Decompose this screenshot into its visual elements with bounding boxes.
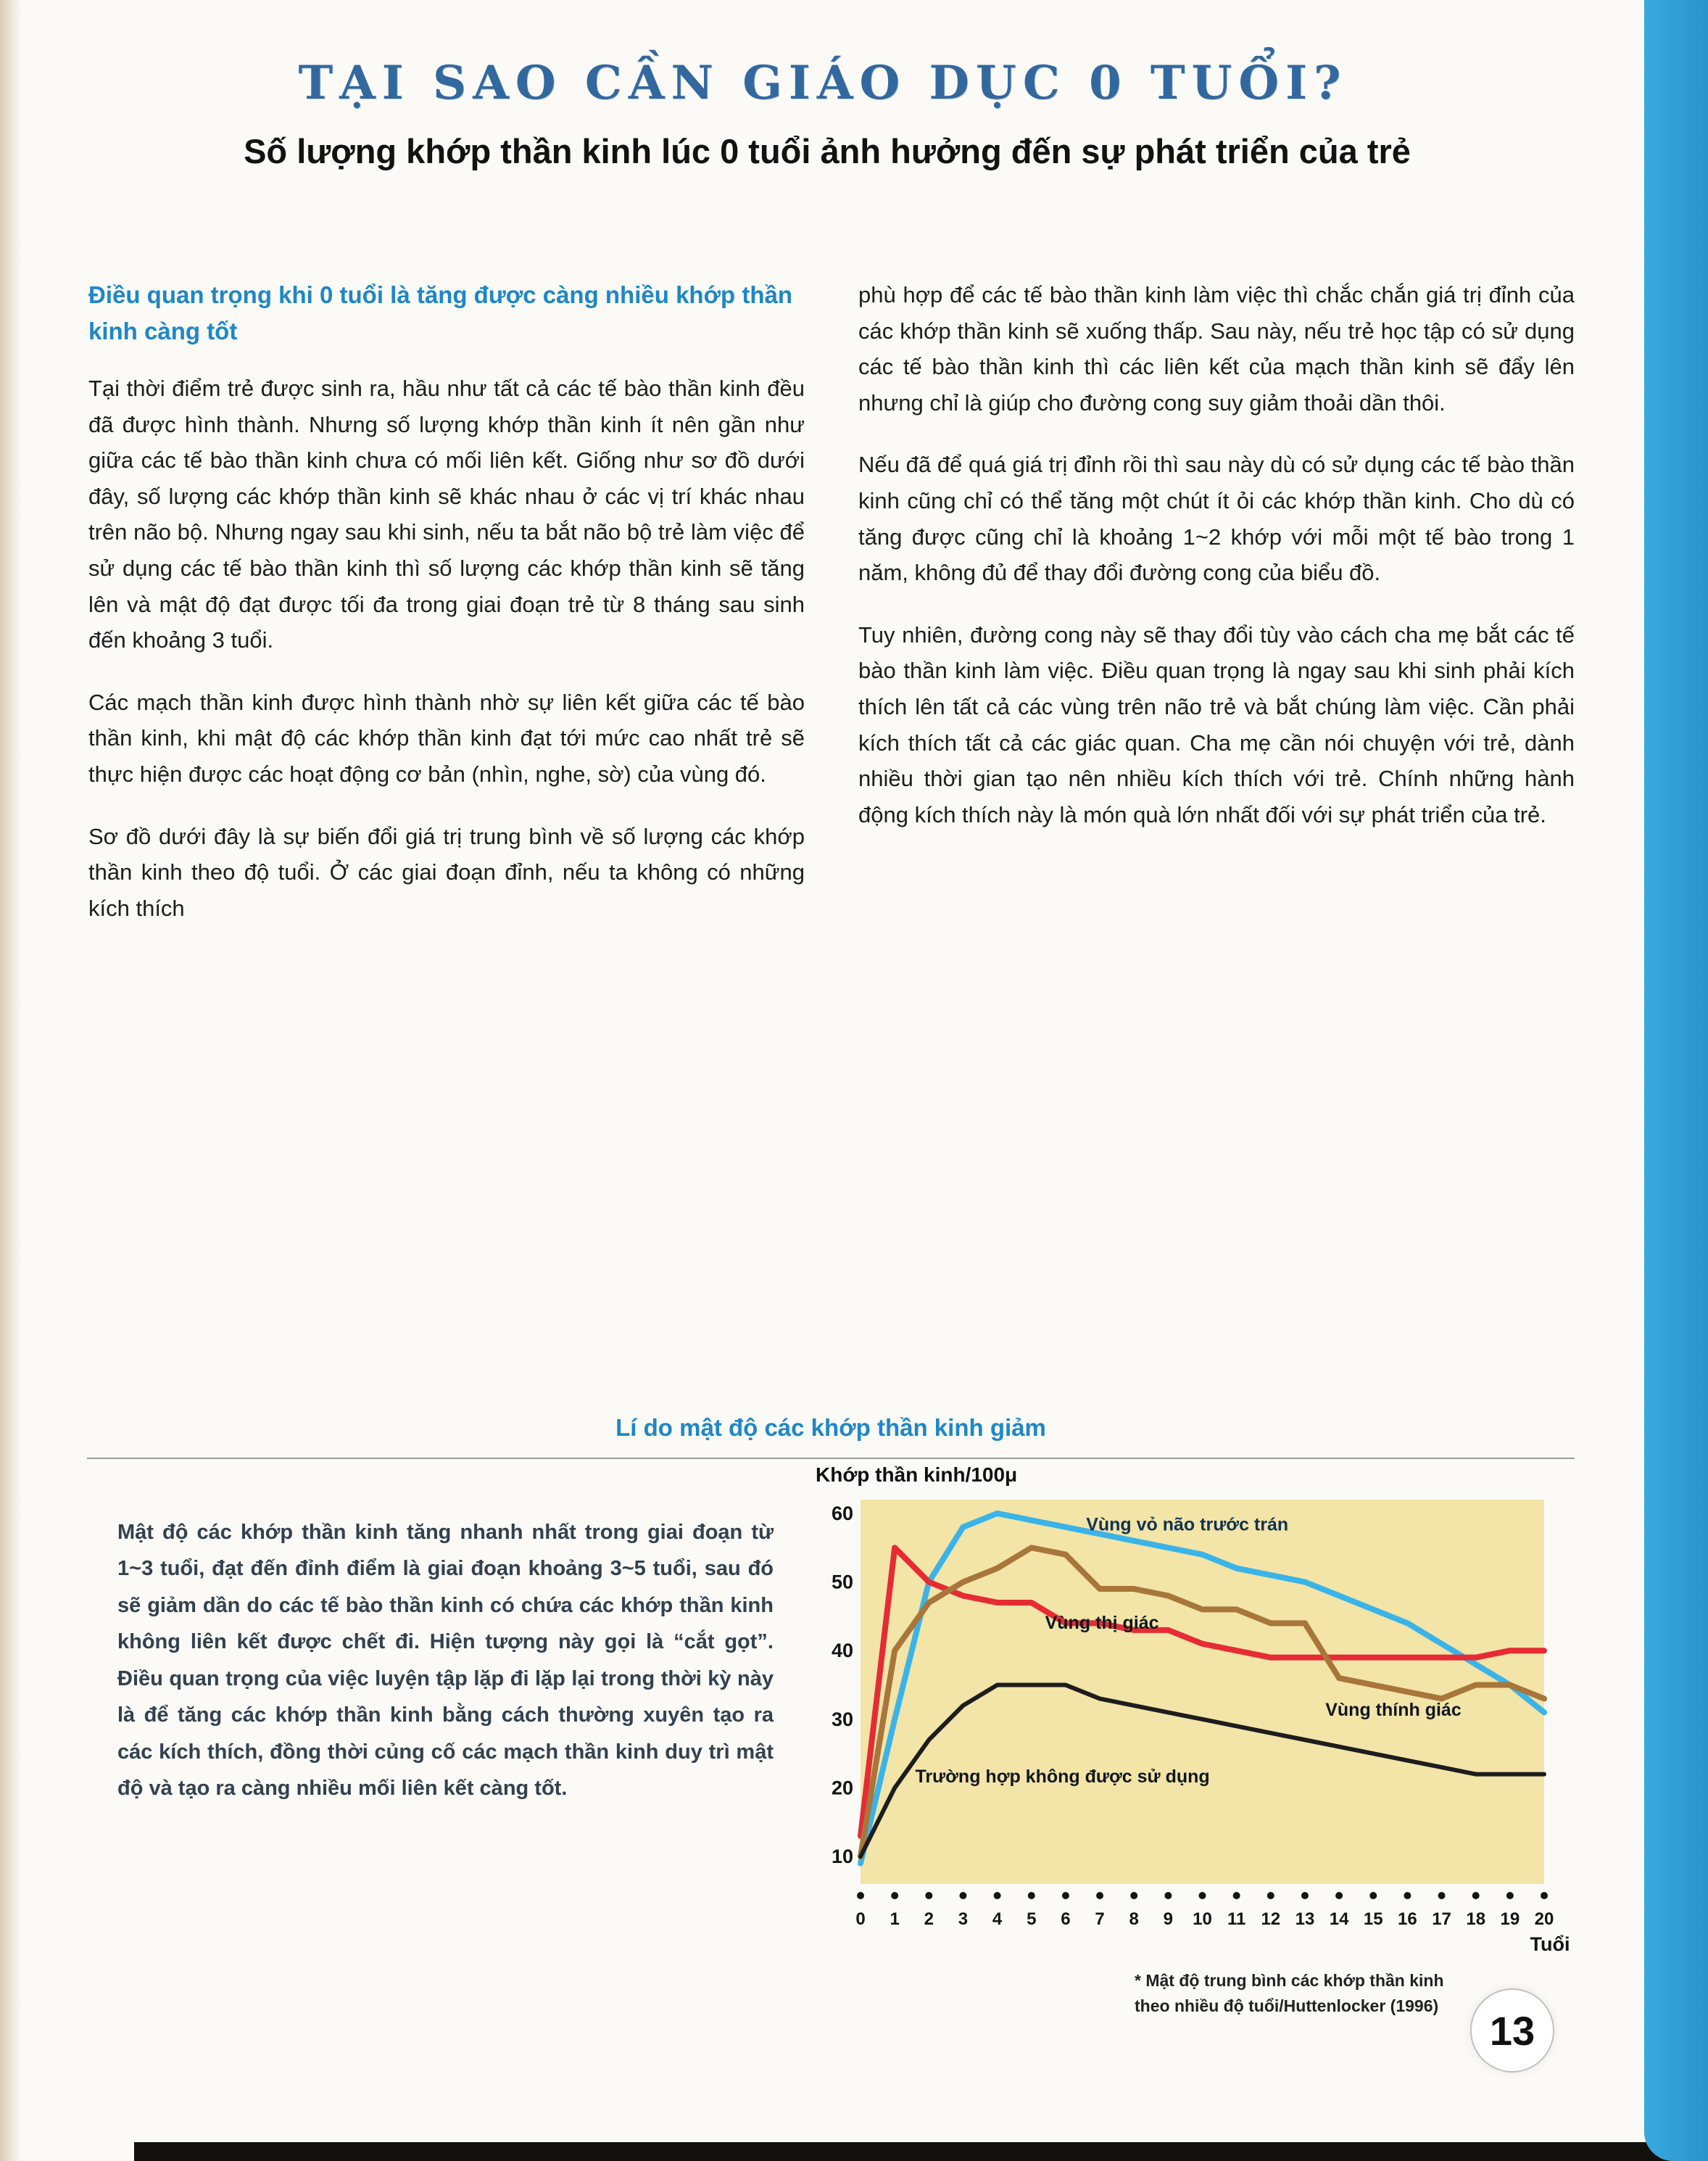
- svg-text:10: 10: [831, 1846, 853, 1868]
- svg-text:13: 13: [1295, 1909, 1315, 1929]
- section-heading: Lí do mật độ các khớp thần kinh giảm: [615, 1414, 1046, 1441]
- svg-text:4: 4: [992, 1909, 1003, 1929]
- svg-text:15: 15: [1363, 1909, 1383, 1929]
- svg-text:Trường hợp không được sử dụng: Trường hợp không được sử dụng: [915, 1766, 1210, 1787]
- svg-text:Vùng vỏ não trước trán: Vùng vỏ não trước trán: [1086, 1514, 1289, 1535]
- page-number-badge: [1470, 1988, 1554, 2073]
- svg-text:9: 9: [1163, 1909, 1174, 1929]
- page-number: 13: [1489, 2007, 1535, 2054]
- svg-text:3: 3: [958, 1909, 969, 1929]
- body-paragraph: Tại thời điểm trẻ được sinh ra, hầu như tất cả các tế bào thần kinh đều đã được hình thành. Nhưng số lượng khớp thần kinh ít nên gần như giữa các tế bào thần kinh chưa có mối liên kết. Giống như sơ đồ dưới đây, số lượng các khớp thần kinh sẽ khác nhau ở các vị trí khác nhau trên não bộ. Nhưng ngay sau khi sinh, nếu ta bắt não bộ trẻ làm việc để sử dụng các tế bào thần kinh thì số lượng các khớp thần kinh sẽ tăng lên và mật độ đạt được tối đa trong giai đoạn trẻ từ 8 tháng sau sinh đến khoảng 3 tuổi.: [88, 376, 805, 653]
- page-title: TẠI SAO CẦN GIÁO DỤC 0 TUỔI?: [298, 55, 1348, 110]
- svg-text:Vùng thính giác: Vùng thính giác: [1325, 1700, 1462, 1721]
- svg-text:60: 60: [831, 1502, 853, 1524]
- svg-text:7: 7: [1095, 1909, 1105, 1929]
- body-paragraph: phù hợp để các tế bào thần kinh làm việc thì chắc chắn giá trị đỉnh của các khớp thần kinh sẽ xuống thấp. Sau này, nếu trẻ học tập có sử dụng các tế bào thần kinh thì các liên kết của mạch thần kinh sẽ đẩy lên nhưng chỉ là giúp cho đường cong suy giảm thoải dần thôi.: [858, 282, 1575, 416]
- svg-text:6: 6: [1061, 1909, 1071, 1929]
- scan-left-edge: [0, 0, 22, 2161]
- synapse-density-chart: [816, 1492, 1577, 1960]
- body-paragraph: Các mạch thần kinh được hình thành nhờ sự liên kết giữa các tế bào thần kinh, khi mật độ các khớp thần kinh đạt tới mức cao nhất trẻ sẽ thực hiện được các hoạt động cơ bản (nhìn, nghe, sờ) của vùng đó.: [88, 689, 805, 787]
- page-edge-bar: [1644, 0, 1708, 2161]
- svg-text:1: 1: [890, 1909, 900, 1929]
- svg-text:19: 19: [1500, 1909, 1520, 1929]
- svg-text:40: 40: [831, 1640, 853, 1662]
- svg-text:30: 30: [831, 1708, 853, 1730]
- section-divider: [87, 1458, 1575, 1459]
- svg-text:17: 17: [1432, 1909, 1451, 1929]
- svg-text:Tuổi: Tuổi: [1530, 1933, 1570, 1955]
- chart-caption-line2: theo nhiều độ tuổi/Huttenlocker (1996): [1135, 1996, 1439, 2015]
- left-column-heading: Điều quan trọng khi 0 tuổi là tăng được càng nhiều khớp thần kinh càng tốt: [88, 281, 793, 344]
- article-right-column: [858, 277, 1575, 859]
- body-paragraph: Sơ đồ dưới đây là sự biến đổi giá trị trung bình về số lượng các khớp thần kinh theo độ tuổi. Ở các giai đoạn đỉnh, nếu ta không có những kích thích: [88, 823, 805, 921]
- svg-text:12: 12: [1261, 1909, 1281, 1929]
- synapse-chart-area: [816, 1463, 1577, 2018]
- svg-text:8: 8: [1129, 1909, 1139, 1929]
- svg-text:11: 11: [1227, 1909, 1246, 1929]
- page-subtitle: Số lượng khớp thần kinh lúc 0 tuổi ảnh hưởng đến sự phát triển của trẻ: [244, 132, 1411, 170]
- svg-text:16: 16: [1398, 1909, 1417, 1929]
- svg-text:10: 10: [1193, 1909, 1212, 1929]
- body-paragraph: Nếu đã để quá giá trị đỉnh rồi thì sau này dù có sử dụng các tế bào thần kinh cũng chỉ có thể tăng một chút ít ỏi các khớp thần kinh. Cho dù có tăng được cũng chỉ là khoảng 1~2 khớp với mỗi một tế bào trong 1 năm, không đủ để thay đổi đường cong của biểu đồ.: [858, 452, 1575, 586]
- svg-text:2: 2: [924, 1909, 934, 1929]
- svg-text:18: 18: [1466, 1909, 1486, 1929]
- svg-text:0: 0: [855, 1909, 866, 1929]
- svg-text:20: 20: [1534, 1909, 1554, 1929]
- article-left-column: [88, 277, 805, 952]
- chart-sidebar-note: Mật độ các khớp thần kinh tăng nhanh nhất trong giai đoạn từ 1~3 tuổi, đạt đến đỉnh điểm là giai đoạn khoảng 3~5 tuổi, sau đó sẽ giảm dần do các tế bào thần kinh có chứa các khớp thần kinh không liên kết được chết đi. Hiện tượng này gọi là “cắt gọt”. Điều quan trọng của việc luyện tập lặp đi lặp lại trong thời kỳ này là để tăng các khớp thần kinh bằng cách thường xuyên tạo ra các kích thích, đồng thời củng cố các mạch thần kinh duy trì mật độ và tạo ra càng nhiều mối liên kết càng tốt.: [117, 1521, 774, 1801]
- chart-unit-label: Khớp thần kinh/100μ: [816, 1463, 1018, 1486]
- svg-text:5: 5: [1027, 1909, 1037, 1929]
- body-paragraph: Tuy nhiên, đường cong này sẽ thay đổi tùy vào cách cha mẹ bắt các tế bào thần kinh làm việc. Điều quan trọng là ngay sau khi sinh phải kích thích lên tất cả các vùng trên não trẻ và bắt chúng làm việc. Cần phải kích thích tất cả các giác quan. Cha mẹ cần nói chuyện với trẻ, dành nhiều thời gian tạo nên nhiều kích thích với trẻ. Chính những hành động kích thích này là món quà lớn nhất đối với sự phát triển của trẻ.: [858, 621, 1575, 827]
- svg-text:50: 50: [831, 1571, 853, 1593]
- svg-text:20: 20: [831, 1777, 853, 1799]
- svg-text:Vùng thị giác: Vùng thị giác: [1045, 1612, 1159, 1633]
- svg-text:14: 14: [1329, 1909, 1349, 1929]
- chart-caption-line1: * Mật độ trung bình các khớp thần kinh: [1135, 1971, 1444, 1990]
- scan-bottom-strip: [134, 2142, 1708, 2161]
